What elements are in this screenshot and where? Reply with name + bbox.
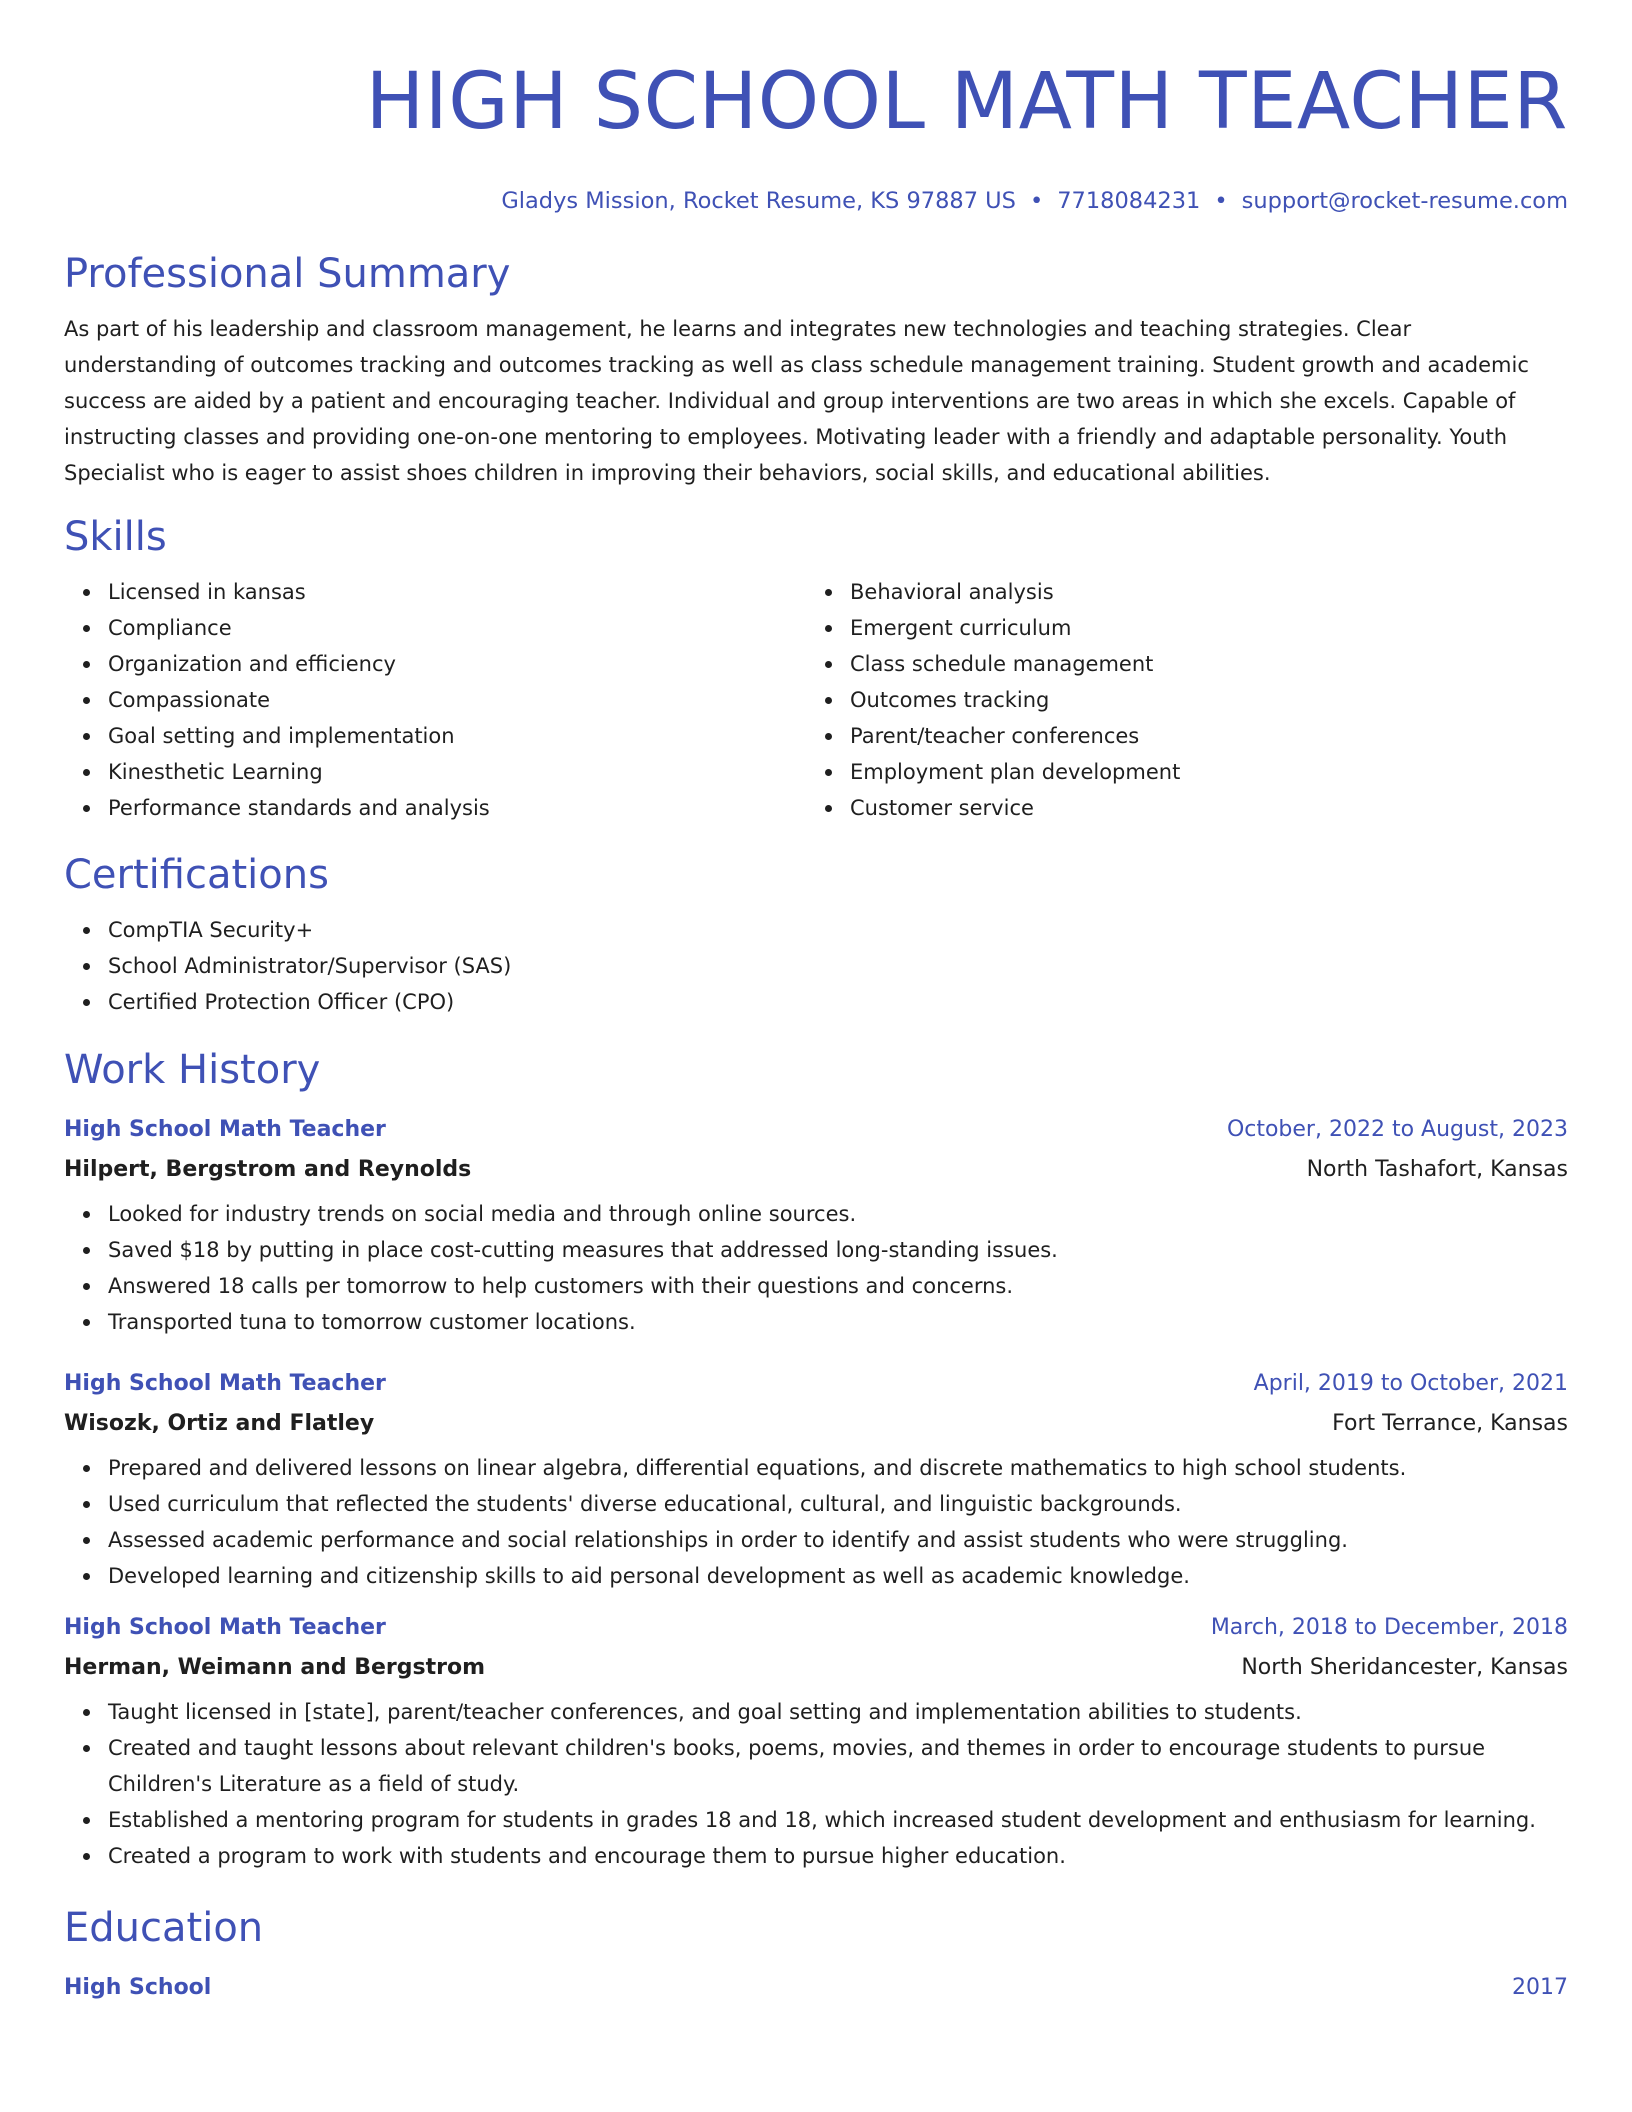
job-bullet: Answered 18 calls per tomorrow to help customers with their questions and concerns. xyxy=(108,1268,1568,1304)
job-bullet: Used curriculum that reflected the students' diverse educational, cultural, and linguistic backgrounds. xyxy=(108,1486,1568,1522)
education-heading: Education xyxy=(64,1905,264,1951)
job-bullets xyxy=(64,1196,1568,1340)
summary-heading: Professional Summary xyxy=(64,251,511,297)
job-entry xyxy=(64,1110,1568,1340)
job-bullet: Looked for industry trends on social media and through online sources. xyxy=(108,1196,1568,1232)
job-location: North Tashafort, Kansas xyxy=(1306,1157,1568,1182)
job-employer-row xyxy=(64,1404,1568,1444)
skill-item: Licensed in kansas xyxy=(108,574,806,610)
skill-item: Class schedule management xyxy=(850,646,1548,682)
resume-name: HIGH SCHOOL MATH TEACHER xyxy=(365,57,1568,147)
job-dates: March, 2018 to December, 2018 xyxy=(1210,1615,1568,1640)
certifications-heading: Certifications xyxy=(64,852,329,898)
skills-heading: Skills xyxy=(64,514,167,560)
job-employer-row xyxy=(64,1648,1568,1688)
job-bullet: Transported tuna to tomorrow customer locations. xyxy=(108,1304,1568,1340)
education-entry xyxy=(64,1968,1568,2008)
skills-column-left xyxy=(64,574,806,826)
job-bullets xyxy=(64,1450,1568,1594)
skill-item: Goal setting and implementation xyxy=(108,718,806,754)
job-bullets xyxy=(64,1694,1568,1874)
certification-item: School Administrator/Supervisor (SAS) xyxy=(108,948,1568,984)
employer-name: Herman, Weimann and Bergstrom xyxy=(64,1655,486,1680)
skill-item: Emergent curriculum xyxy=(850,610,1548,646)
job-bullet: Saved $18 by putting in place cost-cutting measures that addressed long-standing issues. xyxy=(108,1232,1568,1268)
job-location: Fort Terrance, Kansas xyxy=(1332,1411,1568,1436)
job-bullet: Created and taught lessons about relevant children's books, poems, movies, and themes in order to encourage students to pursue Children's Literature as a field of study. xyxy=(108,1730,1568,1802)
job-entry xyxy=(64,1608,1568,1874)
skills-list-right xyxy=(806,574,1548,826)
email: support@rocket-resume.com xyxy=(1241,188,1568,214)
skill-item: Customer service xyxy=(850,790,1548,826)
work-history-heading: Work History xyxy=(64,1047,321,1093)
skill-item: Compassionate xyxy=(108,682,806,718)
skill-item: Parent/teacher conferences xyxy=(850,718,1548,754)
certifications-list xyxy=(64,912,1568,1020)
job-dates: October, 2022 to August, 2023 xyxy=(1226,1117,1568,1142)
job-location: North Sheridancester, Kansas xyxy=(1241,1655,1568,1680)
job-header-row xyxy=(64,1608,1568,1648)
job-title: High School Math Teacher xyxy=(64,1371,386,1396)
skill-item: Organization and efficiency xyxy=(108,646,806,682)
job-bullet: Assessed academic performance and social relationships in order to identify and assist students who were struggling. xyxy=(108,1522,1568,1558)
address: Gladys Mission, Rocket Resume, KS 97887 US xyxy=(501,188,1016,214)
separator-dot: • xyxy=(1214,188,1228,214)
phone: 7718084231 xyxy=(1057,188,1201,214)
job-bullet: Taught licensed in [state], parent/teacher conferences, and goal setting and implementation abilities to students. xyxy=(108,1694,1568,1730)
skill-item: Compliance xyxy=(108,610,806,646)
job-employer-row xyxy=(64,1150,1568,1190)
job-bullet: Created a program to work with students and encourage them to pursue higher education. xyxy=(108,1838,1568,1874)
skills-column-right xyxy=(806,574,1548,826)
certification-item: Certified Protection Officer (CPO) xyxy=(108,984,1568,1020)
job-header-row xyxy=(64,1110,1568,1150)
job-header-row xyxy=(64,1364,1568,1404)
job-title: High School Math Teacher xyxy=(64,1117,386,1142)
skill-item: Performance standards and analysis xyxy=(108,790,806,826)
skills-list-left xyxy=(64,574,806,826)
skill-item: Behavioral analysis xyxy=(850,574,1548,610)
contact-line xyxy=(64,186,1568,216)
employer-name: Hilpert, Bergstrom and Reynolds xyxy=(64,1157,472,1182)
separator-dot: • xyxy=(1029,188,1044,214)
education-degree: High School xyxy=(64,1975,212,2000)
summary-text: As part of his leadership and classroom management, he learns and integrates new technologies and teaching strategies. Clear understanding of outcomes tracking and outcomes tracking as well as class schedule management training. Student growth and academic success are aided by a patient and encouraging teacher. Individual and group interventions are two areas in which she excels. Capable of instructing classes and providing one-on-one mentoring to employees. Motivating leader with a friendly and adaptable personality. Youth Specialist who is eager to assist shoes children in improving their behaviors, social skills, and educational abilities. xyxy=(64,317,1529,485)
skill-item: Kinesthetic Learning xyxy=(108,754,806,790)
job-title: High School Math Teacher xyxy=(64,1615,386,1640)
skill-item: Outcomes tracking xyxy=(850,682,1548,718)
job-dates: April, 2019 to October, 2021 xyxy=(1253,1371,1568,1396)
skill-item: Employment plan development xyxy=(850,754,1548,790)
skills-columns xyxy=(64,574,1568,826)
certification-item: CompTIA Security+ xyxy=(108,912,1568,948)
job-bullet: Established a mentoring program for students in grades 18 and 18, which increased student development and enthusiasm for learning. xyxy=(108,1802,1568,1838)
employer-name: Wisozk, Ortiz and Flatley xyxy=(64,1411,375,1436)
job-bullet: Developed learning and citizenship skills to aid personal development as well as academic knowledge. xyxy=(108,1558,1568,1594)
job-bullet: Prepared and delivered lessons on linear algebra, differential equations, and discrete mathematics to high school students. xyxy=(108,1450,1568,1486)
job-entry xyxy=(64,1364,1568,1594)
education-year: 2017 xyxy=(1512,1975,1568,2000)
